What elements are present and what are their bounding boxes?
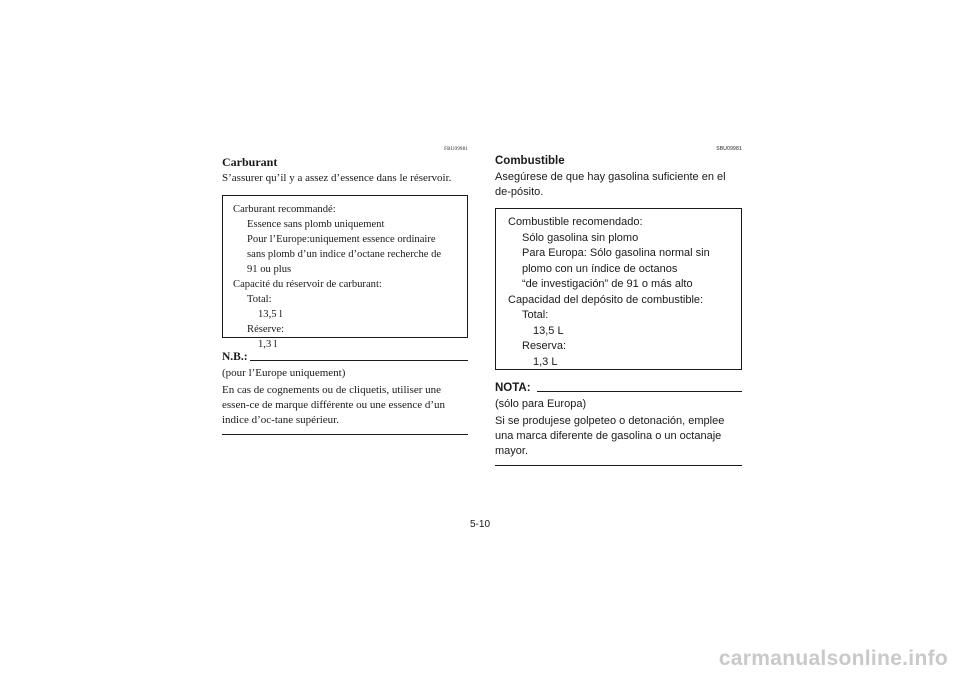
europe-fuel-line-1: Pour l’Europe:uniquement essence ordinaire bbox=[247, 234, 436, 245]
section-code: FBU09981 bbox=[444, 147, 468, 152]
note-label: NOTA: bbox=[495, 382, 531, 394]
spanish-column bbox=[495, 146, 742, 466]
note-rule bbox=[537, 391, 742, 392]
section-heading: Carburant bbox=[222, 155, 278, 169]
note-end-rule bbox=[495, 465, 742, 466]
intro-text: Asegúrese de que hay gasolina suficiente en el de-pósito. bbox=[495, 171, 726, 198]
note-rule bbox=[250, 360, 468, 361]
europe-fuel-line-1: Para Europa: Sólo gasolina normal sin bbox=[522, 247, 710, 259]
europe-fuel-line-3: 91 ou plus bbox=[247, 264, 292, 275]
note-header bbox=[495, 381, 742, 395]
section-code: SBU09981 bbox=[716, 146, 742, 152]
recommended-fuel-label: Combustible recomendado: bbox=[508, 216, 643, 228]
reserve-value: 1,3 L bbox=[533, 355, 558, 368]
total-label: Total: bbox=[247, 294, 272, 305]
french-column bbox=[222, 146, 468, 435]
reserve-label: Réserve: bbox=[247, 324, 285, 335]
tank-capacity-label: Capacité du réservoir de carburant: bbox=[233, 279, 382, 290]
fuel-spec-box bbox=[222, 195, 468, 350]
note-text: Si se produjese golpeteo o detonación, emplee una marca diferente de gasolina o un octanaje mayor. bbox=[495, 415, 725, 457]
europe-fuel-line-2: plomo con un índice de octanos bbox=[522, 262, 678, 275]
page-number: 5-10 bbox=[469, 519, 490, 530]
tank-capacity-label: Capacidad del depósito de combustible: bbox=[508, 293, 704, 306]
total-label: Total: bbox=[522, 309, 549, 321]
note-text: En cas de cognements ou de cliquetis, utiliser une essen-ce de marque différente ou une essence d’un indice d’oc-tane supérieur. bbox=[222, 384, 446, 426]
reserve-label: Reserva: bbox=[522, 340, 567, 352]
note-scope: (pour l’Europe uniquement) bbox=[222, 367, 346, 379]
note-label: N.B.: bbox=[222, 351, 248, 363]
total-value: 13,5 l bbox=[258, 309, 283, 320]
note-header bbox=[222, 350, 468, 364]
intro-text: S’assurer qu’il y a assez d’essence dans le réservoir. bbox=[222, 172, 452, 184]
note-end-rule bbox=[222, 434, 468, 435]
section-heading: Combustible bbox=[495, 155, 565, 167]
fuel-spec-box bbox=[495, 208, 742, 370]
total-value: 13,5 L bbox=[533, 324, 564, 337]
reserve-value: 1,3 l bbox=[258, 339, 277, 350]
europe-fuel-line-3: “de investigación” de 91 o más alto bbox=[522, 278, 693, 290]
recommended-fuel-label: Carburant recommandé: bbox=[233, 204, 336, 215]
recommended-fuel-value: Sólo gasolina sin plomo bbox=[522, 231, 639, 244]
watermark: carmanualsonline.info bbox=[718, 647, 948, 670]
recommended-fuel-value: Essence sans plomb uniquement bbox=[247, 219, 385, 230]
europe-fuel-line-2: sans plomb d’un indice d’octane recherche de bbox=[247, 249, 442, 260]
note-scope: (sólo para Europa) bbox=[495, 398, 587, 410]
